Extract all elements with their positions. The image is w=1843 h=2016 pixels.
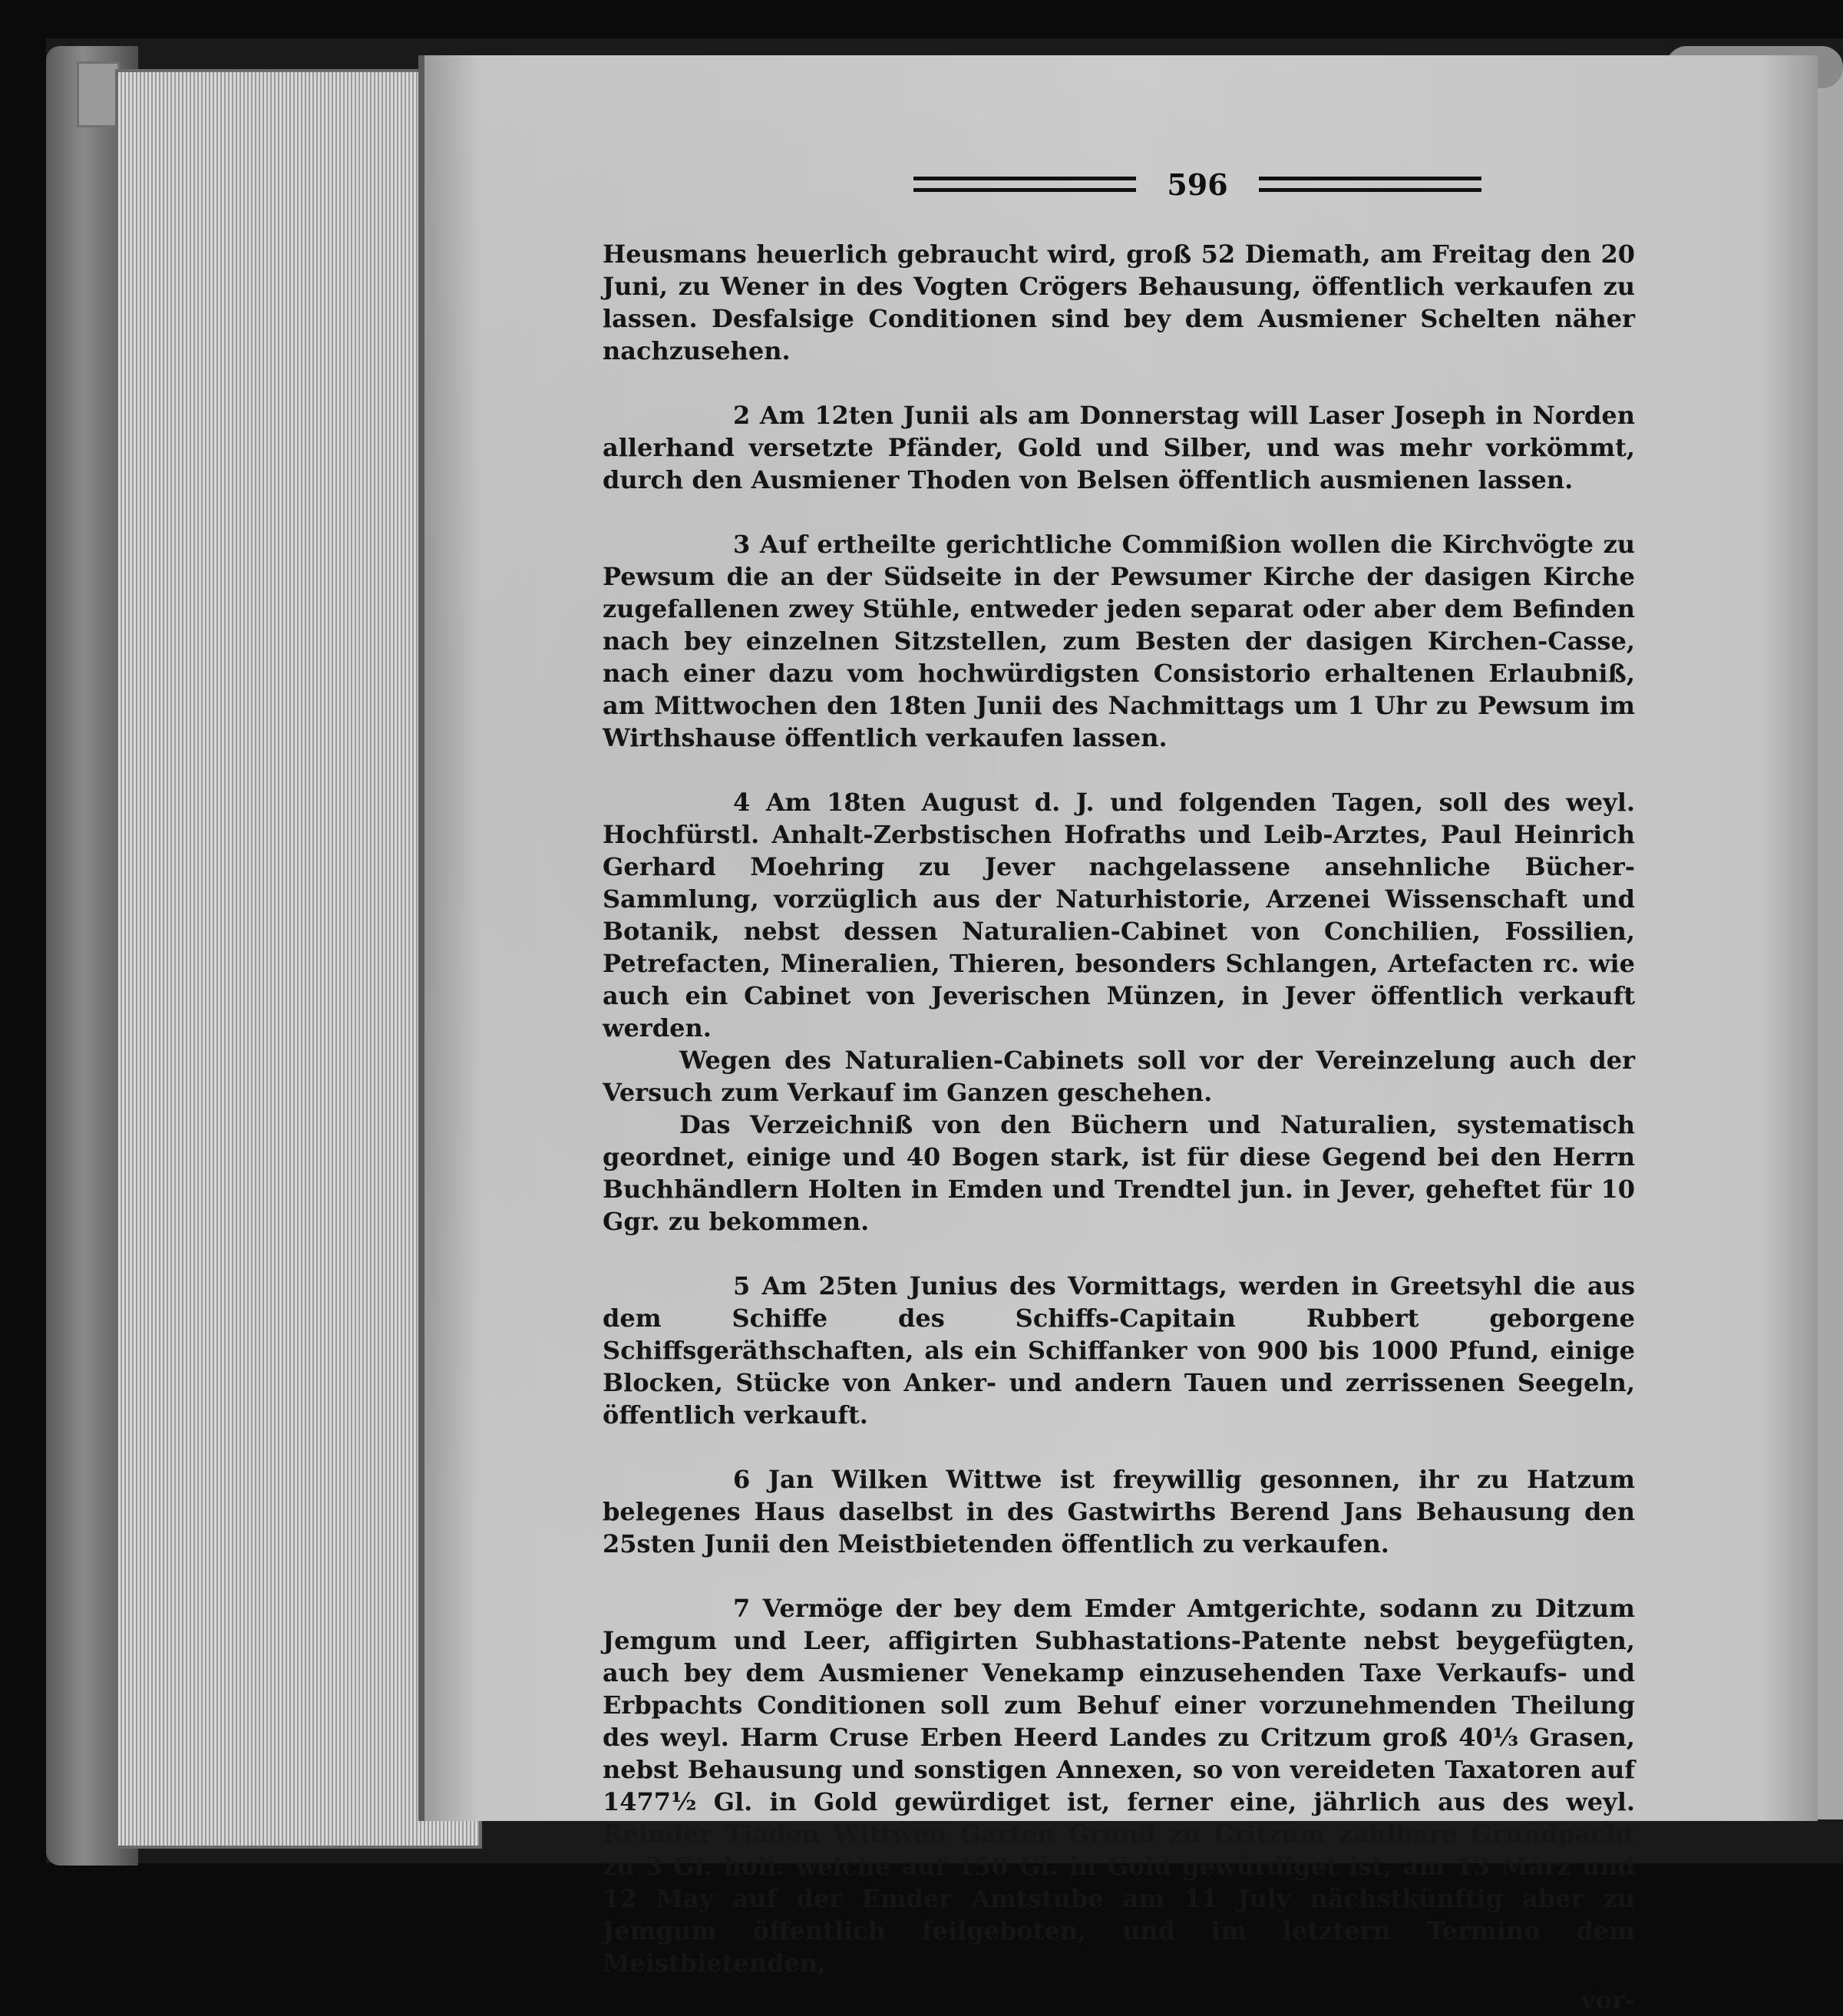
catchword: vor- [1580, 1985, 1635, 2014]
paragraph-text: Auf ertheilte gerichtliche Commißion wollen die Kirchvögte zu Pewsum die an der Südseite in der Pewsumer Kirche der dasigen Kirche zugefallenen zwey Stühle, entweder jeden separat oder aber dem Befinden nach bey einzelnen Sitzstellen, zum Besten der dasigen Kirchen-Casse, nach einer dazu vom hochwürdigsten Consistorio erhaltenen Erlaubniß, am Mittwochen den 18ten Junii des Nachmittags um 1 Uhr zu Pewsum im Wirthshause öffentlich verkaufen lassen. [603, 530, 1636, 752]
paragraph-text: Am 12ten Junii als am Donnerstag will Laser Joseph in Norden allerhand versetzte Pfänder, Gold und Silber, und was mehr vorkömmt, durch den Ausmiener Thoden von Belsen öffentlich ausmienen lassen. [603, 401, 1636, 494]
paragraph-text: Heusmans heuerlich gebraucht wird, groß 52 Diemath, am Freitag den 20 Juni, zu Wener in des Vogten Crögers Behausung, öffentlich verkaufen zu lassen. Desfalsige Conditionen sind bey dem Ausmiener Schelten näher nachzusehen. [603, 240, 1635, 365]
spine-headband [77, 61, 120, 127]
paragraph-text: Am 25ten Junius des Vormittags, werden in Greetsyhl die aus dem Schiffe des Schiffs-Capitain Rubbert geborgene Schiffsgeräthschaften, als ein Schiffanker von 900 bis 1000 Pfund, einige Blocken, Stücke von Anker- und andern Tauen und zerrissenen Seegeln, öffentlich verkauft. [603, 1271, 1635, 1429]
paragraph-continued [603, 238, 1635, 367]
paragraph-number: 7 [733, 1594, 751, 1623]
paragraph-number: 3 [733, 530, 751, 559]
paragraph-number: 5 [733, 1271, 751, 1300]
paragraph-text: Vermöge der bey dem Emder Amtgerichte, sodann zu Ditzum Jemgum und Leer, affigirten Subhastations-Patente nebst beygefügten, auch bey dem Ausmiener Venekamp einzusehenden Taxe Verkaufs- und Erbpachts Conditionen soll zum Behuf einer vorzunehmenden Theilung des weyl. Harm Cruse Erben Heerd Landes zu Critzum groß 40⅓ Grasen, nebst Behausung und sonstigen Annexen, so von vereideten Taxatoren auf 1477½ Gl. in Gold gewürdiget ist, ferner eine, jährlich aus des weyl. Reinder Tiaden Wittwen Garten Grund zu Critzum zahlbare Grundpacht zu 3 Gl. holl. welche auf 150 Gl. in Gold gewürdiget ist, am 13 März und 12 May auf der Emder Amtstube am 11 July nächstkünftig aber zu Jemgum öffentlich feilgeboten, und im letztern Termino dem Meistbietenden, [603, 1594, 1636, 1978]
paragraph-number: 2 [733, 401, 751, 430]
paragraph-2 [603, 399, 1635, 496]
page-header [867, 165, 1528, 203]
paragraph-text: Wegen des Naturalien-Cabinets soll vor der Vereinzelung auch der Versuch zum Verkauf im Ganzen geschehen. [603, 1046, 1635, 1107]
header-rule-left [913, 177, 1136, 192]
paragraph-4-note-catalogue [603, 1109, 1635, 1238]
paragraph-4-note-cabinet [603, 1044, 1635, 1109]
paragraph-6 [603, 1463, 1635, 1560]
paragraph-text: Jan Wilken Wittwe ist freywillig gesonnen, ihr zu Hatzum belegenes Haus daselbst in des Gastwirths Berend Jans Behausung den 25sten Junii den Meistbietenden öffentlich zu verkaufen. [603, 1465, 1636, 1558]
paragraph-4 [603, 786, 1635, 1044]
page-number: 596 [1167, 167, 1228, 202]
paragraph-text: Das Verzeichniß von den Büchern und Naturalien, systematisch geordnet, einige und 40 Bogen stark, ist für diese Gegend bei den Herrn Buchhändlern Holten in Emden und Trendtel jun. in Jever, geheftet für 10 Ggr. zu bekommen. [603, 1110, 1635, 1236]
page-text [603, 238, 1635, 2016]
paragraph-7 [603, 1592, 1635, 1979]
paragraph-number: 4 [733, 788, 751, 817]
header-rule-right [1259, 177, 1481, 192]
paragraph-number: 6 [733, 1465, 751, 1494]
paragraph-text: Am 18ten August d. J. und folgenden Tagen, soll des weyl. Hochfürstl. Anhalt-Zerbstischen Hofraths und Leib-Arztes, Paul Heinrich Gerhard Moehring zu Jever nachgelassene ansehnliche Bücher-Sammlung, vorzüglich aus der Naturhistorie, Arzenei Wissenschaft und Botanik, nebst dessen Naturalien-Cabinet von Conchilien, Fossilien, Petrefacten, Mineralien, Thieren, besonders Schlangen, Artefacten rc. wie auch ein Cabinet von Jeverischen Münzen, in Jever öffentlich verkauft werden. [603, 788, 1636, 1043]
paragraph-5 [603, 1270, 1635, 1431]
paragraph-3 [603, 528, 1635, 754]
